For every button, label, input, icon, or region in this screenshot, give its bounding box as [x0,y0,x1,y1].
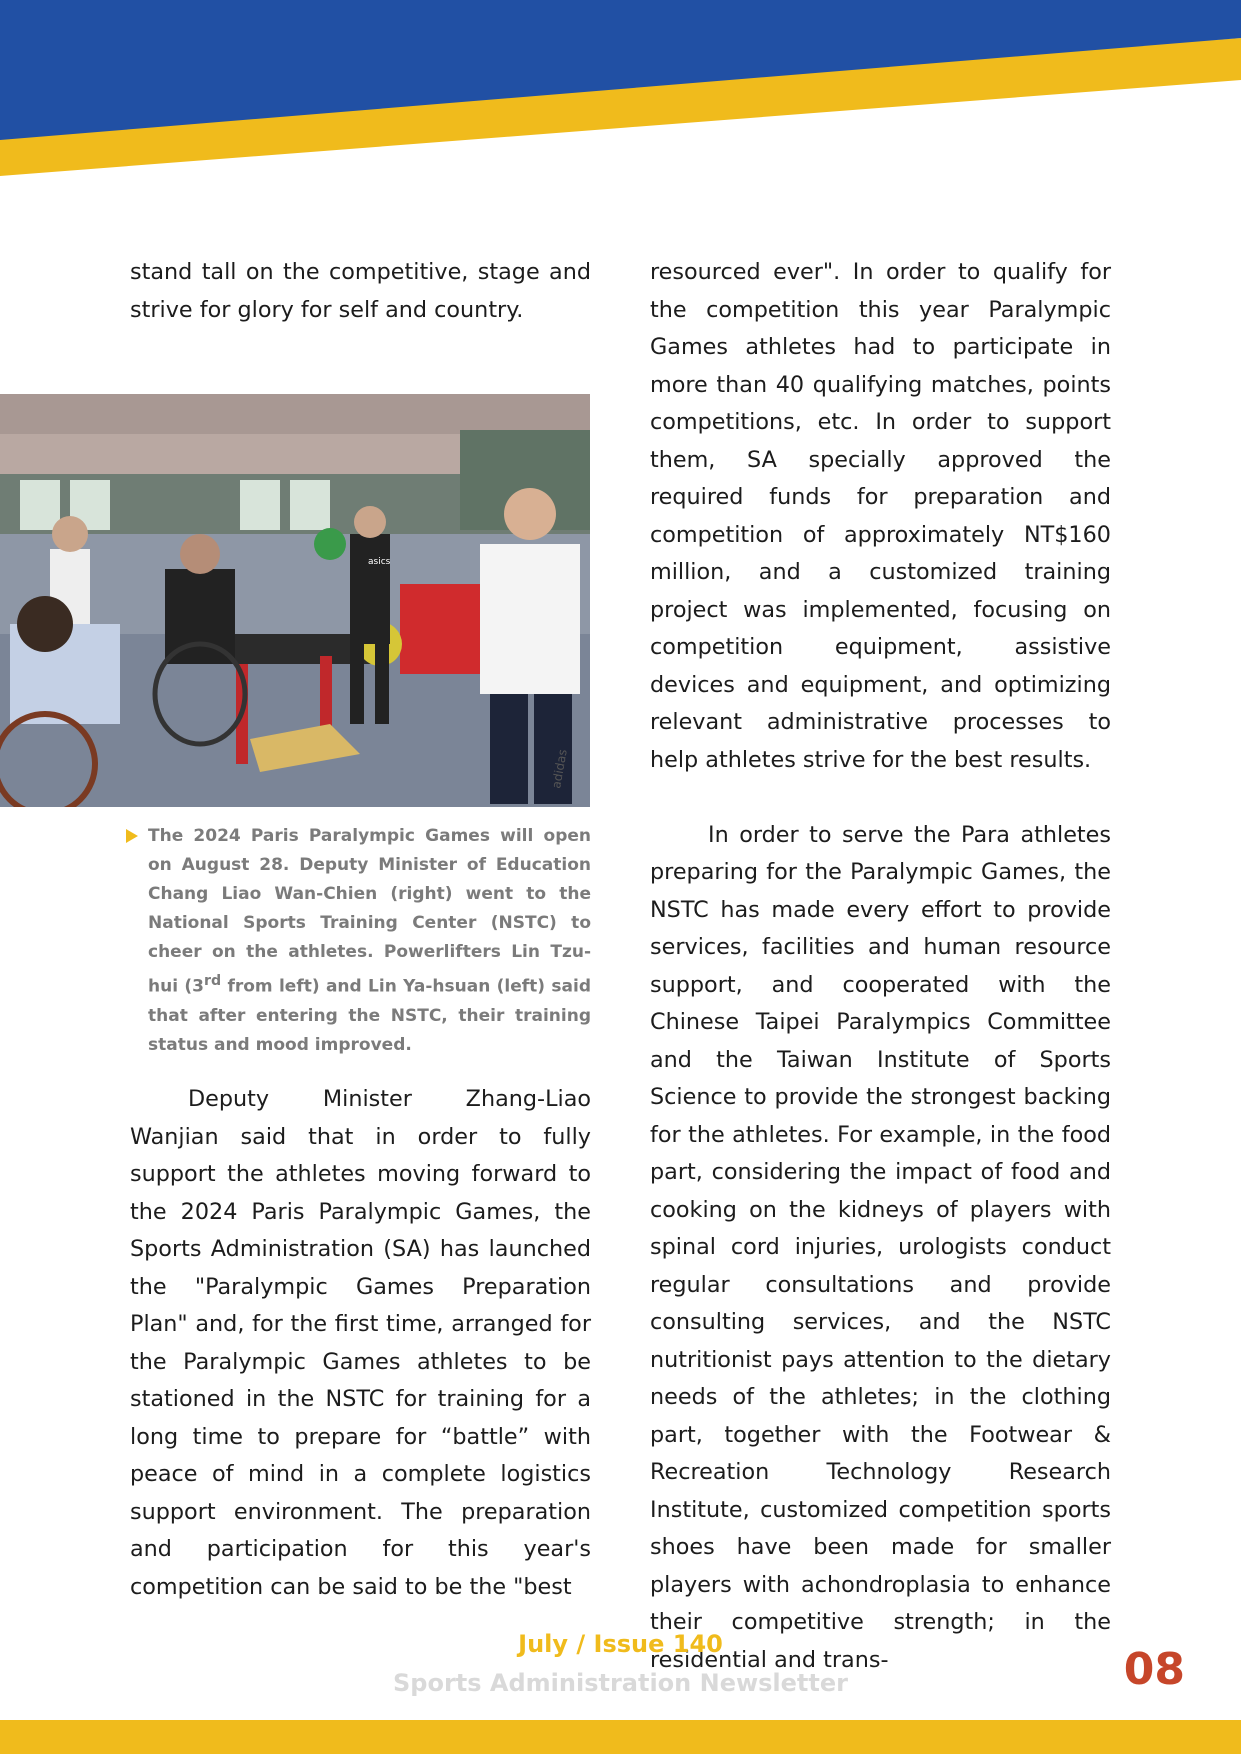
left-top-paragraph: stand tall on the competitive, stage and strive for glory for self and country. [130,259,591,323]
right-column [650,254,1111,1679]
left-lower-column [130,1081,591,1606]
footer-issue: July / Issue 140 [518,1630,723,1658]
photo-banner-text: adidas [549,748,570,790]
left-lower-paragraph: Deputy Minister Zhang-Liao Wanjian said that in order to fully support the athletes moving forward to the 2024 Paris Paralympic Games, the Sports Administration (SA) has launched the "Paralympic Games Preparation Plan" and, for the first time, arranged for the Paralympic Games athletes to be stationed in the NSTC for training for a long time to prepare for “battle” with peace of mind in a complete logistics support environment. The preparation and participation for this year's competition can be said to be the "best [130,1086,591,1600]
caption-triangle-icon [126,829,138,843]
photo-caption: The 2024 Paris Paralympic Games will open on August 28. Deputy Minister of Education Chang Liao Wan-Chien (right) went to the National Sports Training Center (NSTC) to cheer on the athletes. Powerlifters Lin Tzu-hui (3rd from left) and Lin Ya-hsuan (left) said that after entering the NSTC, their training status and mood improved. [148,826,591,1055]
page-number: 08 [1123,1644,1185,1695]
left-column [130,254,591,329]
footer-bar [0,1720,1241,1754]
caption-superscript: rd [203,973,222,989]
right-paragraph-1: resourced ever". In order to qualify for the competition this year Paralympic Games athletes had to participate in more than 40 qualifying matches, points competitions, etc. In order to support them, SA specially approved the required funds for preparation and competition of approximately NT$160 million, and a customized training project was implemented, focusing on competition equipment, assistive devices and equipment, and optimizing relevant administrative processes to help athletes strive for the best results. [650,259,1111,773]
footer-newsletter-title: Sports Administration Newsletter [392,1669,848,1697]
article-photo [0,394,590,807]
photo-shirt-logo: asics [368,557,391,567]
header-band [0,0,1241,180]
right-paragraph-2: In order to serve the Para athletes preparing for the Paralympic Games, the NSTC has made every effort to provide services, facilities and human resource support, and cooperated with the Chinese Taipei Paralympics Committee and the Taiwan Institute of Sports Science to provide the strongest backing for the athletes. For example, in the food part, considering the impact of food and cooking on the kidneys of players with spinal cord injuries, urologists conduct regular consultations and provide consulting services, and the NSTC nutritionist pays attention to the dietary needs of the athletes; in the clothing part, together with the Footwear & Recreation Technology Research Institute, customized competition sports shoes have been made for smaller players with achondroplasia to enhance their competitive strength; in the residential and trans- [650,821,1111,1673]
photo-illustration [0,394,590,807]
